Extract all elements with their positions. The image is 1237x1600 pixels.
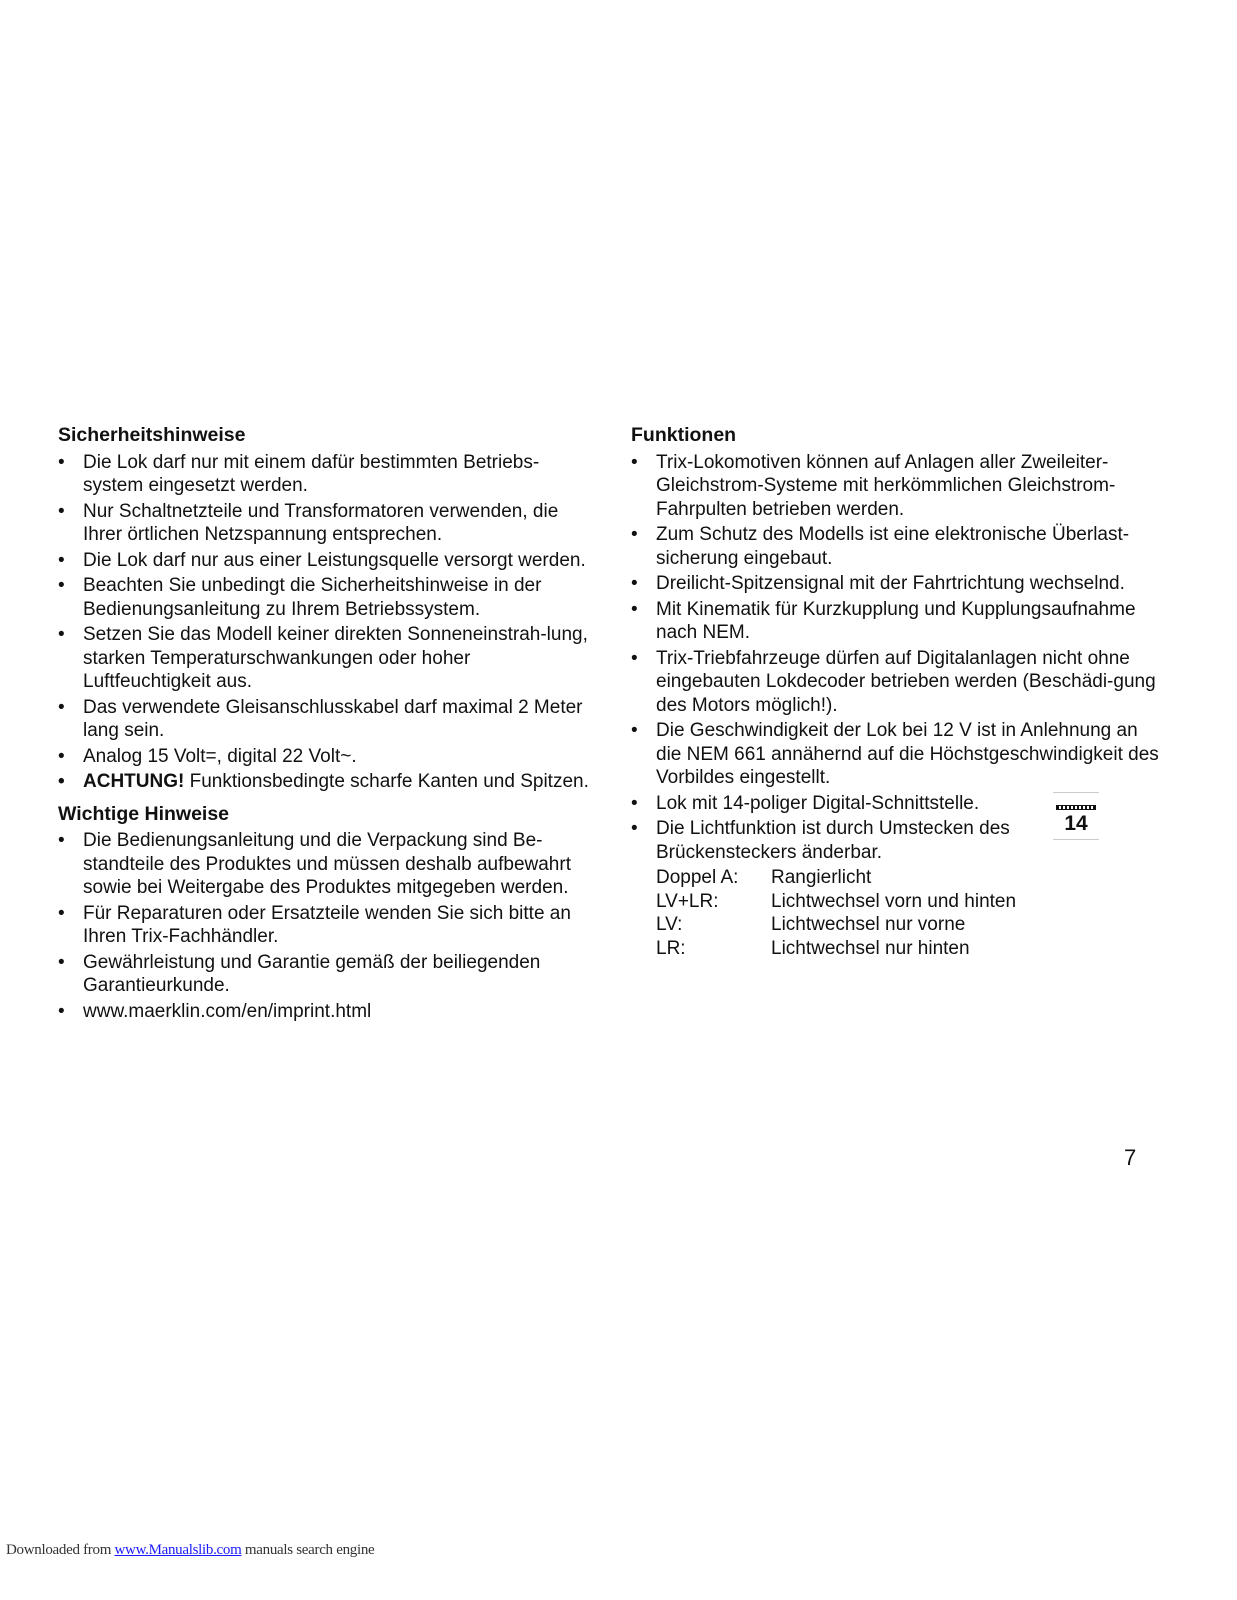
bullet-icon: • [631, 451, 638, 473]
left-column [58, 424, 598, 1025]
safety-list [58, 451, 598, 794]
list-item: • Gewährleistung und Garantie gemäß der beiliegenden Garantieurkunde. [58, 951, 541, 996]
list-item: • Die Geschwindigkeit der Lok bei 12 V ist in Anlehnung an die NEM 661 annähernd auf die Höchstgeschwindigkeit des Vorbildes eingestellt. [631, 720, 1159, 788]
bullet-icon: • [631, 598, 638, 620]
list-item: • Für Reparaturen oder Ersatzteile wenden Sie sich bitte an Ihren Trix-Fachhändler. [58, 902, 571, 947]
warning-item [58, 770, 598, 794]
table-value: Rangierlicht [771, 867, 872, 888]
bullet-icon: • [58, 1000, 65, 1022]
bullet-icon: • [58, 575, 65, 596]
bullet-icon: • [631, 792, 638, 814]
list-item: • Beachten Sie unbedingt die Sicherheitshinweise in der Bedienungsanleitung zu Ihrem Betriebssystem. [58, 575, 542, 620]
bullet-icon: • [58, 451, 65, 473]
footer-suffix: manuals search engine [241, 1542, 375, 1558]
bullet-icon: • [631, 647, 638, 669]
list-item: • Trix-Lokomotiven können auf Anlagen aller Zweileiter-Gleichstrom-Systeme mit herkömmlichen Gleichstrom-Fahrpulten betrieben werden. [631, 451, 1116, 520]
table-value: Lichtwechsel nur vorne [771, 914, 966, 935]
bullet-icon: • [58, 745, 65, 767]
bullet-icon: • [58, 500, 65, 522]
imprint-url: www.maerklin.com/en/imprint.html [83, 1000, 372, 1022]
list-item: • Nur Schaltnetzteile und Transformatoren verwenden, die Ihrer örtlichen Netzspannung entsprechen. [58, 500, 559, 545]
notes-list [58, 829, 598, 1023]
right-column [631, 424, 1161, 960]
pin-connector-icon [1056, 805, 1096, 810]
list-item: • Analog 15 Volt=, digital 22 Volt~. [58, 745, 357, 767]
table-key: LR: [656, 937, 686, 959]
list-item: • Mit Kinematik für Kurzkupplung und Kupplungsaufnahme nach NEM. [631, 598, 1136, 643]
bullet-icon: • [631, 524, 638, 545]
list-item: • Die Lok darf nur mit einem dafür bestimmten Betriebs-system eingesetzt werden. [58, 451, 540, 496]
list-item: • Dreilicht-Spitzensignal mit der Fahrtrichtung wechselnd. [631, 573, 1125, 594]
functions-heading: Funktionen [631, 424, 737, 446]
table-key: LV: [656, 914, 683, 935]
table-value: Lichtwechsel nur hinten [771, 937, 970, 959]
footer-prefix: Downloaded from [6, 1542, 115, 1558]
bullet-icon: • [58, 902, 65, 924]
table-row [656, 866, 1161, 890]
bullet-icon: • [58, 696, 65, 718]
list-item: • Zum Schutz des Modells ist eine elektronische Überlast-sicherung eingebaut. [631, 524, 1130, 569]
list-item: • Setzen Sie das Modell keiner direkten Sonneneinstrah-lung, starken Temperaturschwankungen oder hoher Luftfeuchtigkeit aus. [58, 624, 588, 692]
bullet-icon: • [58, 951, 65, 973]
page-number: 7 [1124, 1145, 1137, 1170]
warning-label: ACHTUNG! [83, 771, 185, 792]
bullet-icon: • [631, 818, 638, 839]
interface-pin-count: 14 [1064, 812, 1088, 835]
list-item [58, 1000, 598, 1024]
table-value: Lichtwechsel vorn und hinten [771, 890, 1017, 912]
light-function-table [631, 866, 1161, 960]
list-item: • Die Bedienungsanleitung und die Verpackung sind Be-standteile des Produktes und müssen deshalb aufbewahrt sowie bei Weitergabe des Produktes mitgegeben werden. [58, 830, 571, 898]
warning-text: Funktionsbedingte scharfe Kanten und Spitzen. [184, 771, 589, 792]
manualslib-link[interactable]: www.Manualslib.com [114, 1542, 242, 1558]
bullet-icon: • [631, 720, 638, 741]
bullet-icon: • [58, 624, 65, 645]
download-footer [6, 1542, 374, 1559]
bullet-icon: • [58, 771, 65, 792]
table-key: Doppel A: [656, 867, 739, 888]
digital-interface-14-icon [1053, 792, 1099, 840]
list-item: • Das verwendete Gleisanschlusskabel darf maximal 2 Meter lang sein. [58, 696, 583, 741]
table-row [656, 890, 1161, 914]
table-row [656, 913, 1161, 937]
table-row [656, 937, 1161, 961]
list-item: • Trix-Triebfahrzeuge dürfen auf Digitalanlagen nicht ohne eingebauten Lokdecoder betrieben werden (Beschädi-gung des Motors möglich!). [631, 647, 1156, 716]
safety-heading: Sicherheitshinweise [58, 424, 246, 446]
list-item: • Die Lok darf nur aus einer Leistungsquelle versorgt werden. [58, 549, 586, 571]
bullet-icon: • [58, 549, 65, 571]
bullet-icon: • [631, 573, 638, 594]
bullet-icon: • [58, 830, 65, 851]
table-key: LV+LR: [656, 890, 719, 912]
notes-heading: Wichtige Hinweise [58, 802, 230, 825]
light-function-item: • Die Lichtfunktion ist durch Umstecken des Brückensteckers änderbar. [631, 818, 1010, 863]
list-item: • Lok mit 14-poliger Digital-Schnittstelle. [631, 792, 980, 814]
